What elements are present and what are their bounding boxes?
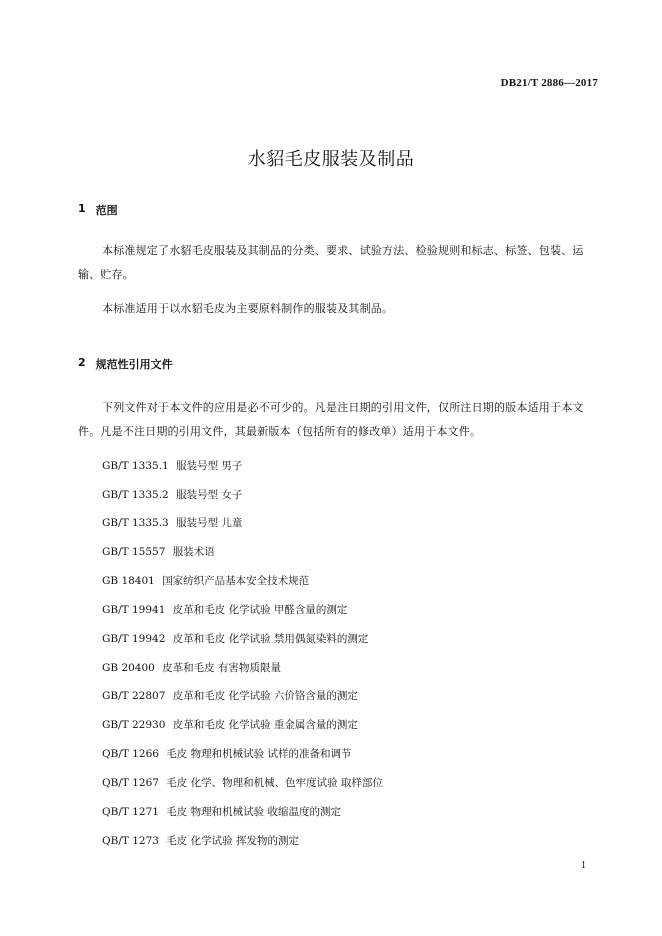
document-title: 水貂毛皮服装及制品 — [247, 149, 415, 170]
reference-code: GB 18401 — [102, 575, 155, 587]
reference-code: GB/T 19941 — [102, 604, 166, 616]
reference-title: 毛皮 化学试验 挥发物的测定 — [166, 835, 299, 847]
reference-code: QB/T 1267 — [102, 777, 159, 789]
reference-title: 服装号型 男子 — [176, 460, 243, 472]
reference-title: 国家纺织产品基本安全技术规范 — [162, 575, 310, 587]
reference-title: 毛皮 物理和机械试验 收缩温度的测定 — [166, 806, 341, 818]
reference-item — [102, 688, 358, 703]
reference-title: 皮革和毛皮 化学试验 禁用偶氮染料的测定 — [172, 633, 369, 645]
section-number: 2 — [78, 356, 86, 369]
section-heading-scope — [78, 202, 118, 218]
reference-item — [102, 775, 383, 790]
reference-item — [102, 515, 242, 530]
reference-title: 皮革和毛皮 有害物质限量 — [162, 662, 282, 674]
reference-item — [102, 746, 351, 761]
reference-title: 皮革和毛皮 化学试验 重金属含量的测定 — [172, 719, 358, 731]
page-number: 1 — [581, 860, 586, 871]
reference-item — [102, 804, 341, 819]
reference-code: GB/T 19942 — [102, 633, 166, 645]
standard-code: DB21/T 2886—2017 — [500, 77, 598, 89]
reference-item — [102, 544, 215, 559]
scope-paragraph-1: 本标准规定了水貂毛皮服装及其制品的分类、要求、试验方法、检验规则和标志、标签、包装、运输、贮存。 — [78, 244, 584, 281]
section-title: 规范性引用文件 — [95, 358, 173, 371]
reference-code: QB/T 1271 — [102, 806, 159, 818]
reference-title: 服装号型 女子 — [176, 489, 243, 501]
reference-title: 服装术语 — [172, 546, 215, 558]
references-intro: 下列文件对于本文件的应用是必不可少的。凡是注日期的引用文件，仅所注日期的版本适用于本文件。凡是不注日期的引用文件，其最新版本（包括所有的修改单）适用于本文件。 — [78, 401, 584, 438]
scope-paragraph-2: 本标准适用于以水貂毛皮为主要原料制作的服装及其制品。 — [102, 302, 394, 315]
reference-item — [102, 458, 242, 473]
reference-title: 皮革和毛皮 化学试验 甲醛含量的测定 — [172, 604, 348, 616]
reference-title: 服装号型 儿童 — [176, 517, 243, 529]
reference-code: GB/T 1335.1 — [102, 460, 169, 472]
reference-title: 毛皮 化学、物理和机械、色牢度试验 取样部位 — [166, 777, 383, 789]
section-heading-normative-references — [78, 356, 173, 372]
reference-code: GB/T 1335.2 — [102, 489, 169, 501]
reference-item — [102, 833, 299, 848]
reference-item — [102, 660, 281, 675]
reference-code: GB 20400 — [102, 662, 155, 674]
reference-item — [102, 487, 242, 502]
reference-item — [102, 631, 368, 646]
reference-item — [102, 717, 358, 732]
reference-code: GB/T 22930 — [102, 719, 166, 731]
reference-code: GB/T 1335.3 — [102, 517, 169, 529]
reference-title: 毛皮 物理和机械试验 试样的准备和调节 — [166, 748, 352, 760]
reference-item — [102, 602, 347, 617]
reference-code: GB/T 22807 — [102, 690, 166, 702]
reference-code: GB/T 15557 — [102, 546, 166, 558]
reference-code: QB/T 1266 — [102, 748, 159, 760]
reference-code: QB/T 1273 — [102, 835, 159, 847]
section-title: 范围 — [95, 204, 118, 217]
reference-title: 皮革和毛皮 化学试验 六价铬含量的测定 — [172, 690, 358, 702]
reference-item — [102, 573, 309, 588]
section-number: 1 — [78, 202, 86, 215]
